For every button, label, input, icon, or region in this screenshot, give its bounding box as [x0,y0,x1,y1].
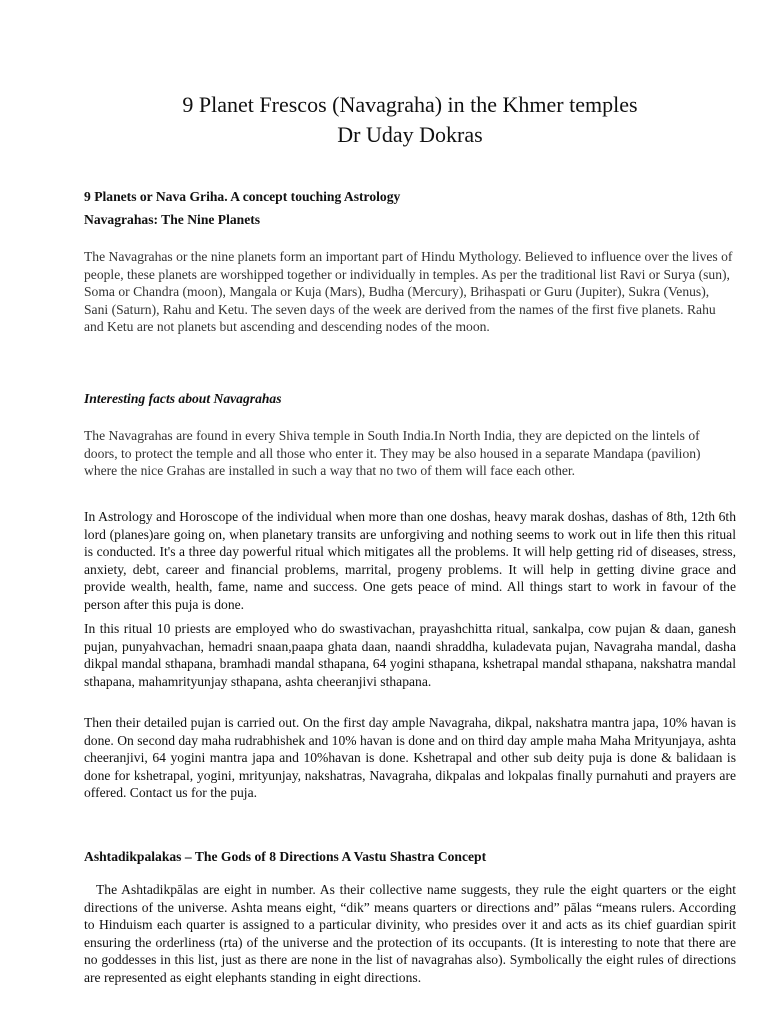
title-line-1: 9 Planet Frescos (Navagraha) in the Khmer temples [182,92,638,117]
paragraph-ritual-pujan: Then their detailed pujan is carried out. On the first day ample Navagraha, dikpal, nakshatra mantra japa, 10% havan is done. On second day maha rudrabhishek and 10% havan is done and on third day ample maha Maha Mrityunjaya, ashta cheeranjivi, 64 yogini mantra japa and 10%havan is done. Kshetrapal and other sub deity puja is done & balidaan is done for kshetrapal, yogini, mrityunjay, nakshatras, Navagraha, dikpalas and lokpalas finally purnahuti and prayers are offered. Contact us for the puja. [84,715,736,801]
paragraph-ritual-priests: In this ritual 10 priests are employed who do swastivachan, prayashchitta ritual, sankalpa, cow pujan & daan, ganesh pujan, punyahvachan, hemadri snaan,paapa ghata daan, naandi shraddha, kuladevata pujan, Navagraha mandal, dasha dikpal mandal sthapana, bramhadi mandal sthapana, 64 yogini sthapana, kshetrapal mandal sthapana, nakshatra mandal sthapana, mahamrityunjay sthapana, ashta cheeranjivi sthapana. [84,621,736,689]
section-heading-navagrahas: Navagrahas: The Nine Planets [84,212,261,227]
paragraph-ritual-astrology: In Astrology and Horoscope of the individual when more than one doshas, heavy marak doshas, dashas of 8th, 12th 6th lord (planes)are going on, when planetary transits are unforgiving and nothing seems to work out in life then this ritual is conducted. It's a three day powerful ritual which mitigates all the problems. It will help getting rid of diseases, stress, anxiety, debt, career and financial problems, marrital, progeny problems. It will help in getting divine grace and provide wealth, health, fame, name and success. One gets peace of mind. All things start to work in favour of the person after this puja is done. [84,509,736,612]
paragraph-facts: The Navagrahas are found in every Shiva temple in South India.In North India, they are depicted on the lintels of doors, to protect the temple and all those who enter it. They may be also housed in a separate Mandapa (pavilion) where the nice Grahas are installed in such a way that no two of them will face each other. [84,428,701,479]
paragraph-intro: The Navagrahas or the nine planets form an important part of Hindu Mythology. Believed to influence over the lives of people, these planets are worshipped together or individually in temples. As per the traditional list Ravi or Surya (sun), Soma or Chandra (moon), Mangala or Kuja (Mars), Budha (Mercury), Brihaspati or Guru (Jupiter), Sukra (Venus), Sani (Saturn), Rahu and Ketu. The seven days of the week are derived from the names of the first five planets. Rahu and Ketu are not planets but ascending and descending nodes of the moon. [84,249,733,335]
document-title [0,90,768,150]
paragraph-ashtadikpalas: The Ashtadikpālas are eight in number. As their collective name suggests, they rule the eight quarters or the eight directions of the universe. Ashta means eight, “dik” means quarters or directions and” pālas “means rulers. According to Hinduism each quarter is assigned to a particular divinity, who presides over it and acts as its chief guardian spirit ensuring the orderliness (rta) of the universe and the protection of its occupants. (It is interesting to note that there are no goddesses in this list, just as there are none in the list of navagrahas also). Symbolically the eight rules of directions are represented as eight elephants standing in eight directions. [84,882,736,985]
section-heading-planets: 9 Planets or Nava Griha. A concept touching Astrology [84,189,401,204]
section-heading-ashtadikpalakas: Ashtadikpalakas – The Gods of 8 Directions A Vastu Shastra Concept [84,849,487,864]
section-heading-facts: Interesting facts about Navagrahas [84,391,282,406]
title-author: Dr Uday Dokras [337,122,483,147]
